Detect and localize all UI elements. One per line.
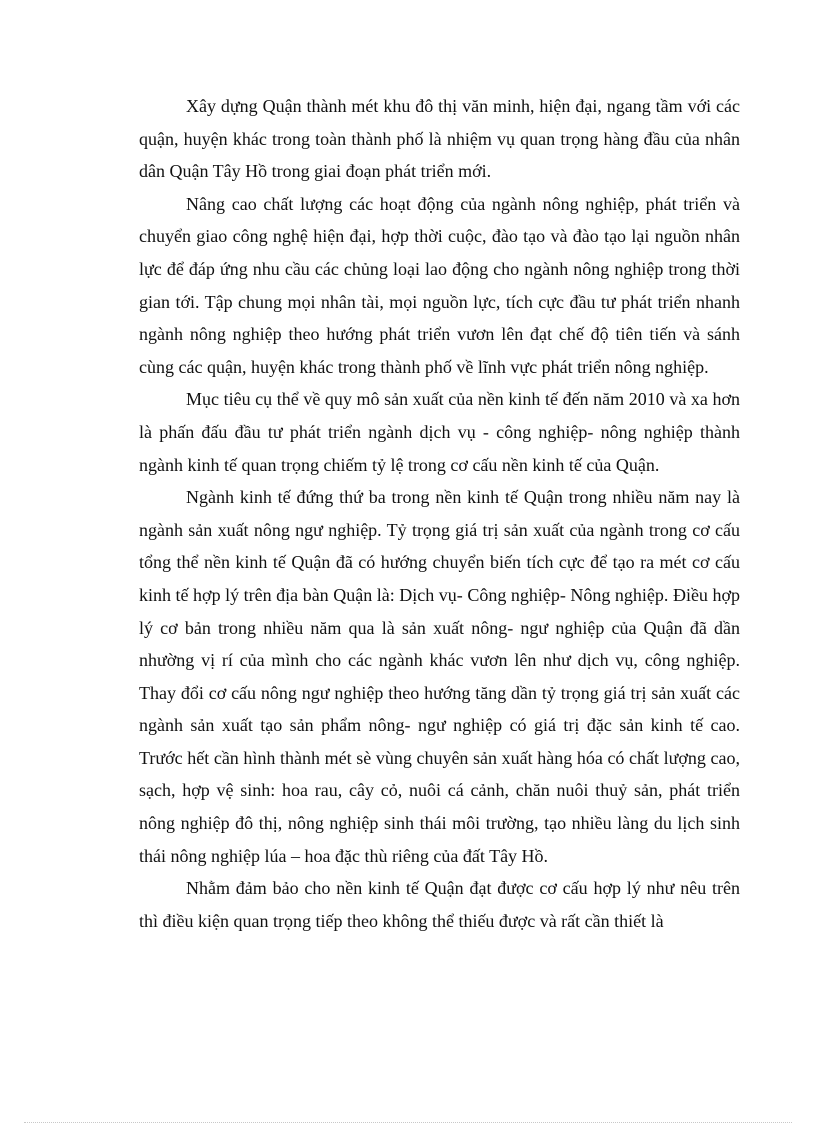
paragraph: Xây dựng Quận thành mét khu đô thị văn minh, hiện đại, ngang tầm với các quận, huyện khác trong toàn thành phố là nhiệm vụ quan trọng hàng đầu của nhân dân Quận Tây Hồ trong giai đoạn phát triển mới. bbox=[139, 96, 740, 182]
paragraph: Nâng cao chất lượng các hoạt động của ngành nông nghiệp, phát triển và chuyển giao công nghệ hiện đại, hợp thời cuộc, đào tạo và đào tạo lại nguồn nhân lực để đáp ứng nhu cầu các chủng loại lao động cho ngành nông nghiệp trong thời gian tới. Tập chung mọi nhân tài, mọi nguồn lực, tích cực đầu tư phát triển nhanh ngành nông nghiệp theo hướng phát triển vươn lên đạt chế độ tiên tiến và sánh cùng các quận, huyện khác trong thành phố về lĩnh vực phát triển nông nghiệp. bbox=[139, 193, 740, 377]
paragraph: Mục tiêu cụ thể về quy mô sản xuất của nền kinh tế đến năm 2010 và xa hơn là phấn đấu đầu tư phát triển ngành dịch vụ - công nghiệp- nông nghiệp thành ngành kinh tế quan trọng chiếm tỷ lệ trong cơ cấu nền kinh tế của Quận. bbox=[139, 389, 740, 475]
document-body bbox=[139, 90, 740, 937]
paragraph: Ngành kinh tế đứng thứ ba trong nền kinh tế Quận trong nhiều năm nay là ngành sản xuất nông ngư nghiệp. Tỷ trọng giá trị sản xuất của ngành trong cơ cấu tổng thể nền kinh tế Quận đã có hướng chuyển biến tích cực để tạo ra mét cơ cấu kinh tế hợp lý trên địa bàn Quận là: Dịch vụ- Công nghiệp- Nông nghiệp. Điều hợp lý cơ bản trong nhiều năm qua là sản xuất nông- ngư nghiệp của Quận đã dần nhường vị rí của mình cho các ngành khác vươn lên như dịch vụ, công nghiệp. Thay đổi cơ cấu nông ngư nghiệp theo hướng tăng dần tỷ trọng giá trị sản xuất các ngành sản xuất tạo sản phẩm nông- ngư nghiệp có giá trị đặc sản kinh tế cao. Trước hết cần hình thành mét sè vùng chuyên sản xuất hàng hóa có chất lượng cao, sạch, hợp vệ sinh: hoa rau, cây cỏ, nuôi cá cảnh, chăn nuôi thuỷ sản, phát triển nông nghiệp đô thị, nông nghiệp sinh thái môi trường, tạo nhiều làng du lịch sinh thái nông nghiệp lúa – hoa đặc thù riêng của đất Tây Hồ. bbox=[139, 487, 740, 866]
paragraph: Nhằm đảm bảo cho nền kinh tế Quận đạt được cơ cấu hợp lý như nêu trên thì điều kiện quan trọng tiếp theo không thể thiếu được và rất cần thiết là bbox=[139, 878, 740, 931]
